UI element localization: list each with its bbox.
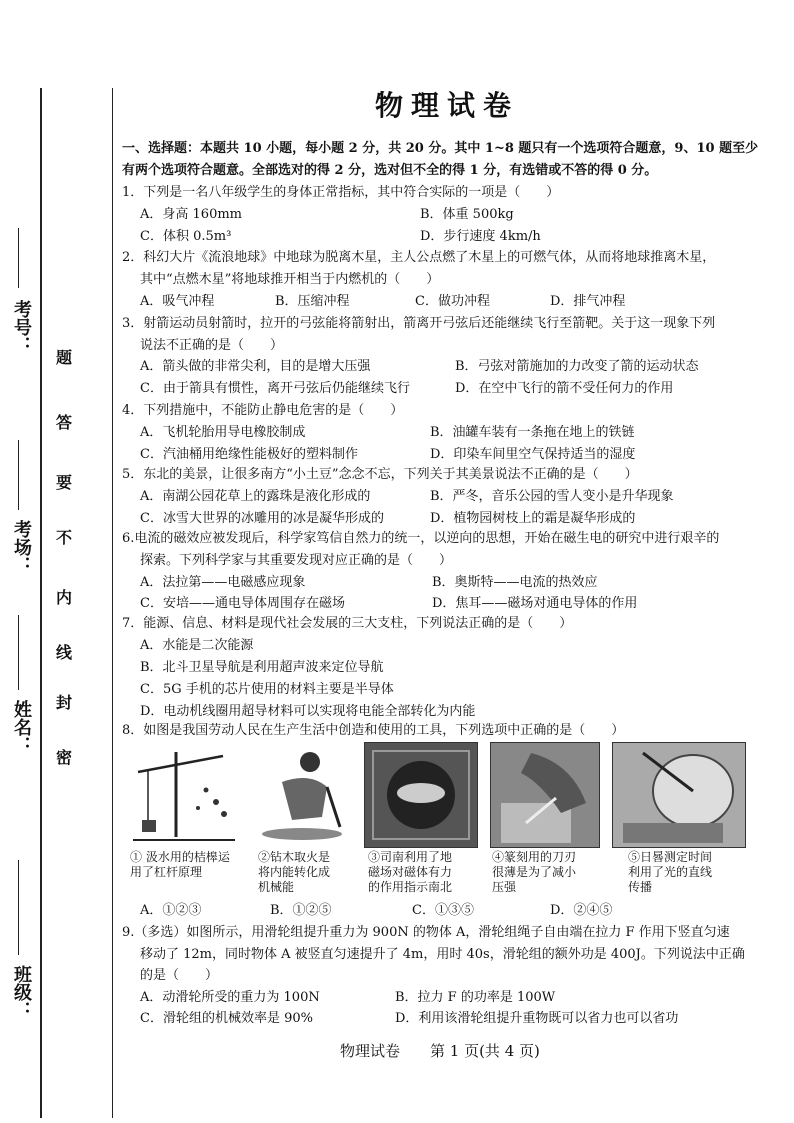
caption-3: ③司南利用了地 磁场对磁体有力 的作用指示南北 [368, 850, 453, 894]
option[interactable]: A．①②③ [140, 903, 202, 918]
section-instructions: 有两个选项符合题意。全部选对的得 2 分，选对但不全的得 1 分，有选错或不答的得 0 分。 [122, 163, 658, 178]
option[interactable]: C．滑轮组的机械效率是 90% [140, 1011, 313, 1026]
compass-image [364, 742, 478, 848]
fire-drill-image [252, 742, 352, 846]
margin-line-outer [40, 88, 42, 1118]
option[interactable]: D．排气冲程 [550, 294, 626, 309]
question-3: 说法不正确的是（ ） [140, 338, 284, 353]
option[interactable]: B．严冬，音乐公园的雪人变小是升华现象 [430, 489, 674, 504]
seal-char: 线 [56, 643, 73, 662]
option[interactable]: C．冰雪大世界的冰雕用的冰是凝华形成的 [140, 511, 384, 526]
option[interactable]: C．安培——通电导体周围存在磁场 [140, 596, 345, 611]
exam-no-label: 考号： [11, 300, 32, 354]
option[interactable]: A．箭头做的非常尖利，目的是增大压强 [140, 359, 371, 374]
seal-char: 内 [56, 588, 73, 607]
class-label: 班级： [11, 965, 32, 1019]
option[interactable]: A．吸气冲程 [140, 294, 215, 309]
name-label: 姓名： [11, 700, 32, 754]
exam-room-blank[interactable] [18, 440, 19, 510]
question-4: 4．下列措施中，不能防止静电危害的是（ ） [122, 403, 404, 418]
option[interactable]: D．电动机线圈用超导材料可以实现将电能全部转化为内能 [140, 704, 476, 719]
option[interactable]: B．体重 500kg [420, 207, 514, 222]
option[interactable]: B．油罐车装有一条拖在地上的铁链 [430, 425, 635, 440]
question-8: 8．如图是我国劳动人民在生产生活中创造和使用的工具，下列选项中正确的是（ ） [122, 723, 625, 738]
caption-4: ④篆刻用的刀刃 很薄是为了减小 压强 [492, 850, 577, 894]
option[interactable]: B．拉力 F 的功率是 100W [395, 990, 556, 1005]
option[interactable]: B．北斗卫星导航是利用超声波来定位导航 [140, 660, 384, 675]
option[interactable]: D．印染车间里空气保持适当的湿度 [430, 447, 636, 462]
option[interactable]: A．身高 160mm [140, 207, 242, 222]
section-instructions: 一、选择题：本题共 10 小题，每小题 2 分，共 20 分。其中 1~8 题只有一个选项符合题意，9、10 题至少 [122, 141, 759, 156]
option[interactable]: A．飞机轮胎用导电橡胶制成 [140, 425, 306, 440]
page-footer: 物理试卷 第 1 页(共 4 页) [340, 1042, 540, 1060]
caption-2: ②钻木取火是 将内能转化成 机械能 [258, 850, 331, 894]
option[interactable]: B．奥斯特——电流的热效应 [432, 575, 598, 590]
option[interactable]: D．植物园树枝上的霜是凝华形成的 [430, 511, 636, 526]
seal-char: 封 [56, 693, 73, 712]
question-1: 1．下列是一名八年级学生的身体正常指标，其中符合实际的一项是（ ） [122, 185, 560, 200]
option[interactable]: D．②④⑤ [550, 903, 613, 918]
option[interactable]: D．利用该滑轮组提升重物既可以省力也可以省功 [395, 1011, 679, 1026]
seal-char: 不 [56, 528, 73, 547]
option[interactable]: C．做功冲程 [415, 294, 490, 309]
name-blank[interactable] [18, 615, 19, 690]
question-6: 探索。下列科学家与其重要发现对应正确的是（ ） [140, 553, 453, 568]
option[interactable]: A．南湖公园花草上的露珠是液化形成的 [140, 489, 371, 504]
binding-margin [0, 0, 112, 1123]
option[interactable]: A．水能是二次能源 [140, 638, 254, 653]
option[interactable]: C．①③⑤ [412, 903, 474, 918]
exam-room-label: 考场： [11, 520, 32, 574]
question-7: 7．能源、信息、材料是现代社会发展的三大支柱，下列说法正确的是（ ） [122, 616, 573, 631]
caption-1: ① 汲水用的桔槔运 用了杠杆原理 [130, 850, 230, 879]
option[interactable]: C．体积 0.5m³ [140, 229, 232, 244]
option[interactable]: B．弓弦对箭施加的力改变了箭的运动状态 [455, 359, 699, 374]
page-title: 物理试卷 [375, 89, 520, 122]
class-blank[interactable] [18, 860, 19, 955]
option[interactable]: C．由于箭具有惯性，离开弓弦后仍能继续飞行 [140, 381, 410, 396]
question-9: 的是（ ） [140, 968, 219, 983]
question-3: 3．射箭运动员射箭时，拉开的弓弦能将箭射出，箭离开弓弦后还能继续飞行至箭靶。关于这一现象下列 [122, 316, 716, 331]
margin-line-inner [112, 88, 113, 1118]
question-9: 移动了 12m，同时物体 A 被竖直匀速提升了 4m，用时 40s，滑轮组的额外功是 400J。下列说法中正确 [140, 947, 745, 962]
question-2: 2．科幻大片《流浪地球》中地球为脱离木星，主人公点燃了木星上的可燃气体，从而将地球推离木星， [122, 250, 716, 265]
seal-char: 密 [56, 748, 73, 767]
option[interactable]: D．在空中飞行的箭不受任何力的作用 [455, 381, 674, 396]
option[interactable]: A．动滑轮所受的重力为 100N [140, 990, 320, 1005]
well-sweep-image [128, 742, 240, 846]
question-9: 9.（多选）如图所示，用滑轮组提升重力为 900N 的物体 A，滑轮组绳子自由端在拉力 F 作用下竖直匀速 [122, 925, 730, 940]
option[interactable]: D．步行速度 4km/h [420, 229, 541, 244]
caption-5: ⑤日晷测定时间 利用了光的直线 传播 [628, 850, 713, 894]
option[interactable]: B．①②⑤ [270, 903, 332, 918]
sundial-image [612, 742, 746, 848]
option[interactable]: B．压缩冲程 [275, 294, 350, 309]
seal-char: 要 [56, 473, 73, 492]
question-6: 6.电流的磁效应被发现后，科学家笃信自然力的统一，以逆向的思想，开始在磁生电的研究中进行艰辛的 [122, 531, 720, 546]
option[interactable]: A．法拉第——电磁感应现象 [140, 575, 306, 590]
question-2: 其中“点燃木星”将地球推开相当于内燃机的（ ） [140, 272, 440, 287]
option[interactable]: D．焦耳——磁场对通电导体的作用 [432, 596, 638, 611]
seal-carving-image [490, 742, 600, 848]
option[interactable]: C．汽油桶用绝缘性能极好的塑料制作 [140, 447, 358, 462]
seal-char: 答 [56, 413, 73, 432]
question-5: 5．东北的美景，让很多南方“小土豆”念念不忘，下列关于其美景说法不正确的是（ ） [122, 467, 638, 482]
exam-no-blank[interactable] [18, 228, 19, 288]
option[interactable]: C．5G 手机的芯片使用的材料主要是半导体 [140, 682, 394, 697]
seal-char: 题 [56, 348, 73, 367]
